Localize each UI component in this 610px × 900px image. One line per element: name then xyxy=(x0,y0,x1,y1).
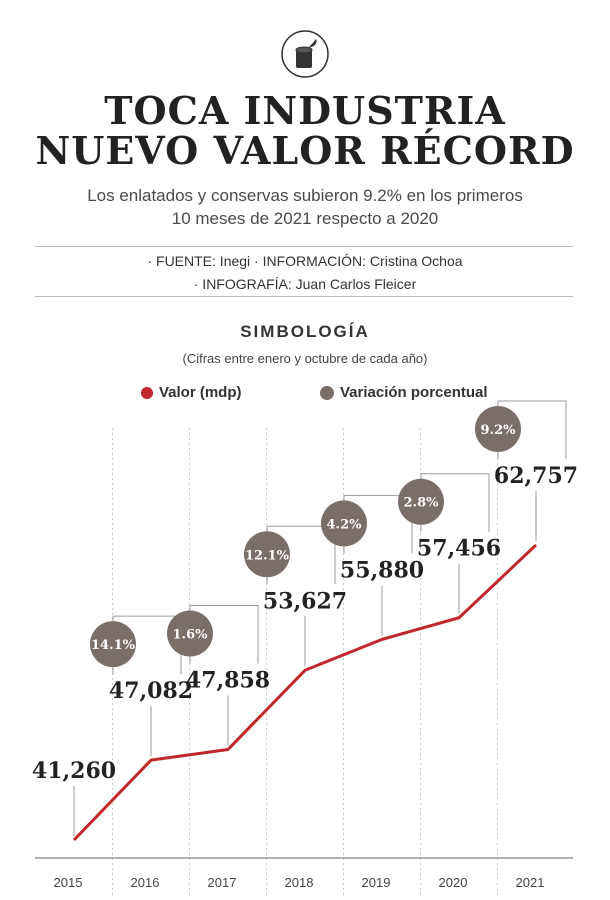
credit-infographic: · INFOGRAFÍA: Juan Carlos Fleicer xyxy=(193,276,417,292)
page-title: TOCA INDUSTRIA xyxy=(104,88,506,133)
credit-source: · FUENTE: Inegi · INFORMACIÓN: Cristina Ochoa xyxy=(147,253,463,269)
subtitle-line2: 10 meses de 2021 respecto a 2020 xyxy=(171,209,439,228)
variation-label: 4.2% xyxy=(326,517,362,533)
x-tick-label: 2021 xyxy=(515,875,545,890)
value-label: 53,627 xyxy=(262,588,348,615)
subtitle-line1: Los enlatados y conservas subieron 9.2% en los primeros xyxy=(87,186,523,205)
variation-label: 12.1% xyxy=(244,548,290,564)
value-label: 47,082 xyxy=(108,678,194,705)
x-tick-label: 2017 xyxy=(207,875,237,890)
x-tick-label: 2019 xyxy=(361,875,391,890)
x-tick-label: 2015 xyxy=(53,875,83,890)
page-title-line2: NUEVO VALOR RÉCORD xyxy=(35,128,575,173)
legend-subtitle: (Cifras entre enero y octubre de cada año) xyxy=(182,351,428,366)
x-tick-label: 2018 xyxy=(284,875,314,890)
variation-label: 9.2% xyxy=(480,423,516,438)
x-tick-label: 2016 xyxy=(130,875,160,890)
legend-change-label: Variación porcentual xyxy=(340,384,488,401)
value-label: 62,757 xyxy=(493,463,579,489)
legend-title: SIMBOLOGÍA xyxy=(240,322,370,341)
value-label: 41,260 xyxy=(31,758,117,784)
variation-label: 1.6% xyxy=(172,627,208,643)
value-label: 57,456 xyxy=(416,535,502,562)
value-label: 55,880 xyxy=(339,557,425,584)
x-tick-label: 2020 xyxy=(438,875,468,890)
legend-value-label: Valor (mdp) xyxy=(159,384,242,401)
variation-label: 2.8% xyxy=(403,495,439,511)
value-label: 47,858 xyxy=(185,667,271,694)
variation-label: 14.1% xyxy=(90,638,136,654)
